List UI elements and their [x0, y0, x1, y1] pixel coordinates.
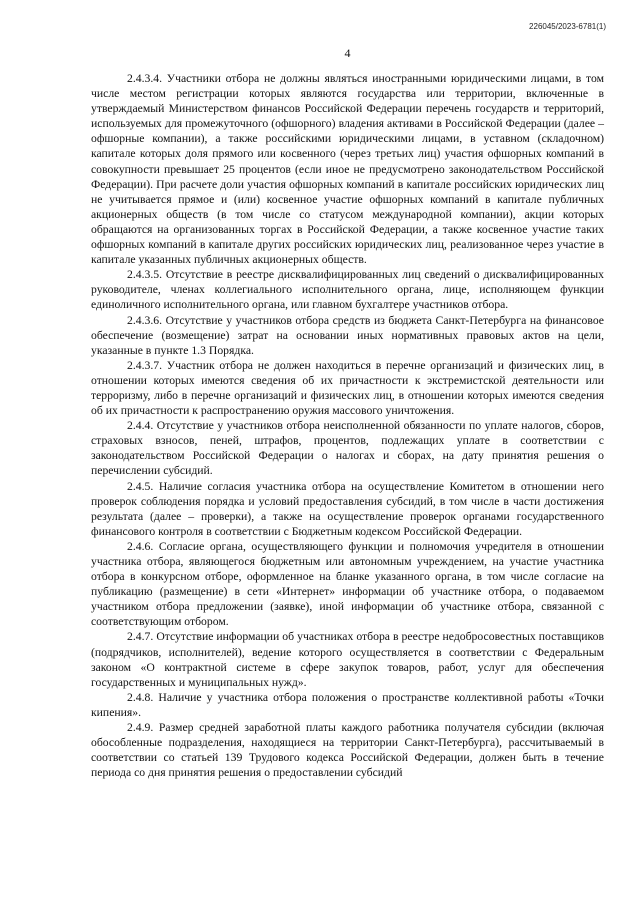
registration-number: 226045/2023-6781(1)	[529, 22, 606, 31]
paragraph-2-4-9: 2.4.9. Размер средней заработной платы каждого работника получателя субсидии (включая обособленные подразделения, находящиеся на территории Санкт-Петербурга), рассчитываемый в соответствии со статьей 139 Трудового кодекса Российской Федерации, должен быть в течение периода со дня принятия решения о предоставлении субсидий	[91, 721, 604, 780]
document-body	[91, 71, 604, 780]
paragraph-2-4-4: 2.4.4. Отсутствие у участников отбора неисполненной обязанности по уплате налогов, сборов, страховых взносов, пеней, штрафов, процентов, подлежащих уплате в соответствии с законодательством Российской Федерации о налогах и сборах, на дату принятия решения о перечислении субсидий.	[91, 419, 604, 478]
paragraph-2-4-8: 2.4.8. Наличие у участника отбора положения о пространстве коллективной работы «Точки кипения».	[91, 690, 604, 719]
paragraph-2-4-5: 2.4.5. Наличие согласия участника отбора на осуществление Комитетом в отношении него проверок соблюдения порядка и условий предоставления субсидий, в том числе в части достижения результата (далее – проверки), а также на осуществление проверок органами государственного финансового контроля в соответствии с Бюджетным кодексом Российской Федерации.	[91, 479, 604, 538]
paragraph-2-4-7: 2.4.7. Отсутствие информации об участниках отбора в реестре недобросовестных поставщиков (подрядчиков, исполнителей), ведение которого осуществляется в соответствии с Федеральным законом «О контрактной системе в сфере закупок товаров, работ, услуг для обеспечения государственных и муниципальных нужд».	[91, 630, 604, 689]
page-number: 4	[344, 46, 351, 60]
paragraph-2-4-3-6: 2.4.3.6. Отсутствие у участников отбора средств из бюджета Санкт-Петербурга на финансовое обеспечение (возмещение) затрат на основании иных нормативных правовых актов на цели, указанные в пункте 1.3 Порядка.	[91, 313, 604, 357]
paragraph-2-4-3-5: 2.4.3.5. Отсутствие в реестре дисквалифицированных лиц сведений о дисквалифицированных руководителе, членах коллегиального исполнительного органа, лице, исполняющем функции единоличного исполнительного органа, или главном бухгалтере участников отбора.	[91, 268, 604, 312]
paragraph-2-4-6: 2.4.6. Согласие органа, осуществляющего функции и полномочия учредителя в отношении участника отбора, являющегося бюджетным или автономным учреждением, на участие участника отбора в конкурсном отборе, оформленное на бланке указанного органа, в том числе согласие на публикацию (размещение) в сети «Интернет» информации об участнике отбора, о подаваемом участником отбора предложении (заявке), иной информации об участнике отбора, связанной с соответствующим отбором.	[91, 539, 604, 629]
paragraph-2-4-3-4: 2.4.3.4. Участники отбора не должны являться иностранными юридическими лицами, в том числе местом регистрации которых являются государства или территории, включенные в утверждаемый Министерством финансов Российской Федерации перечень государств и территорий, используемых для промежуточного (офшорного) владения активами в Российской Федерации (далее – офшорные компании), а также российскими юридическими лицами, в уставном (складочном) капитале которых доля прямого или косвенного (через третьих лиц) участия офшорных компаний в совокупности превышает 25 процентов (если иное не предусмотрено законодательством Российской Федерации). При расчете доли участия офшорных компаний в капитале российских юридических лиц не учитывается прямое и (или) косвенное участие офшорных компаний в капитале публичных акционерных обществ (в том числе со статусом международной компании), акции которых обращаются на организованных торгах в Российской Федерации, а также косвенное участие таких офшорных компаний в капитале других российских юридических лиц, реализованное через участие в капитале указанных публичных акционерных обществ.	[91, 72, 604, 267]
paragraph-2-4-3-7: 2.4.3.7. Участник отбора не должен находиться в перечне организаций и физических лиц, в отношении которых имеются сведения об их причастности к экстремистской деятельности или терроризму, либо в перечне организаций и физических лиц, в отношении которых имеются сведения об их причастности к распространению оружия массового уничтожения.	[91, 358, 604, 418]
